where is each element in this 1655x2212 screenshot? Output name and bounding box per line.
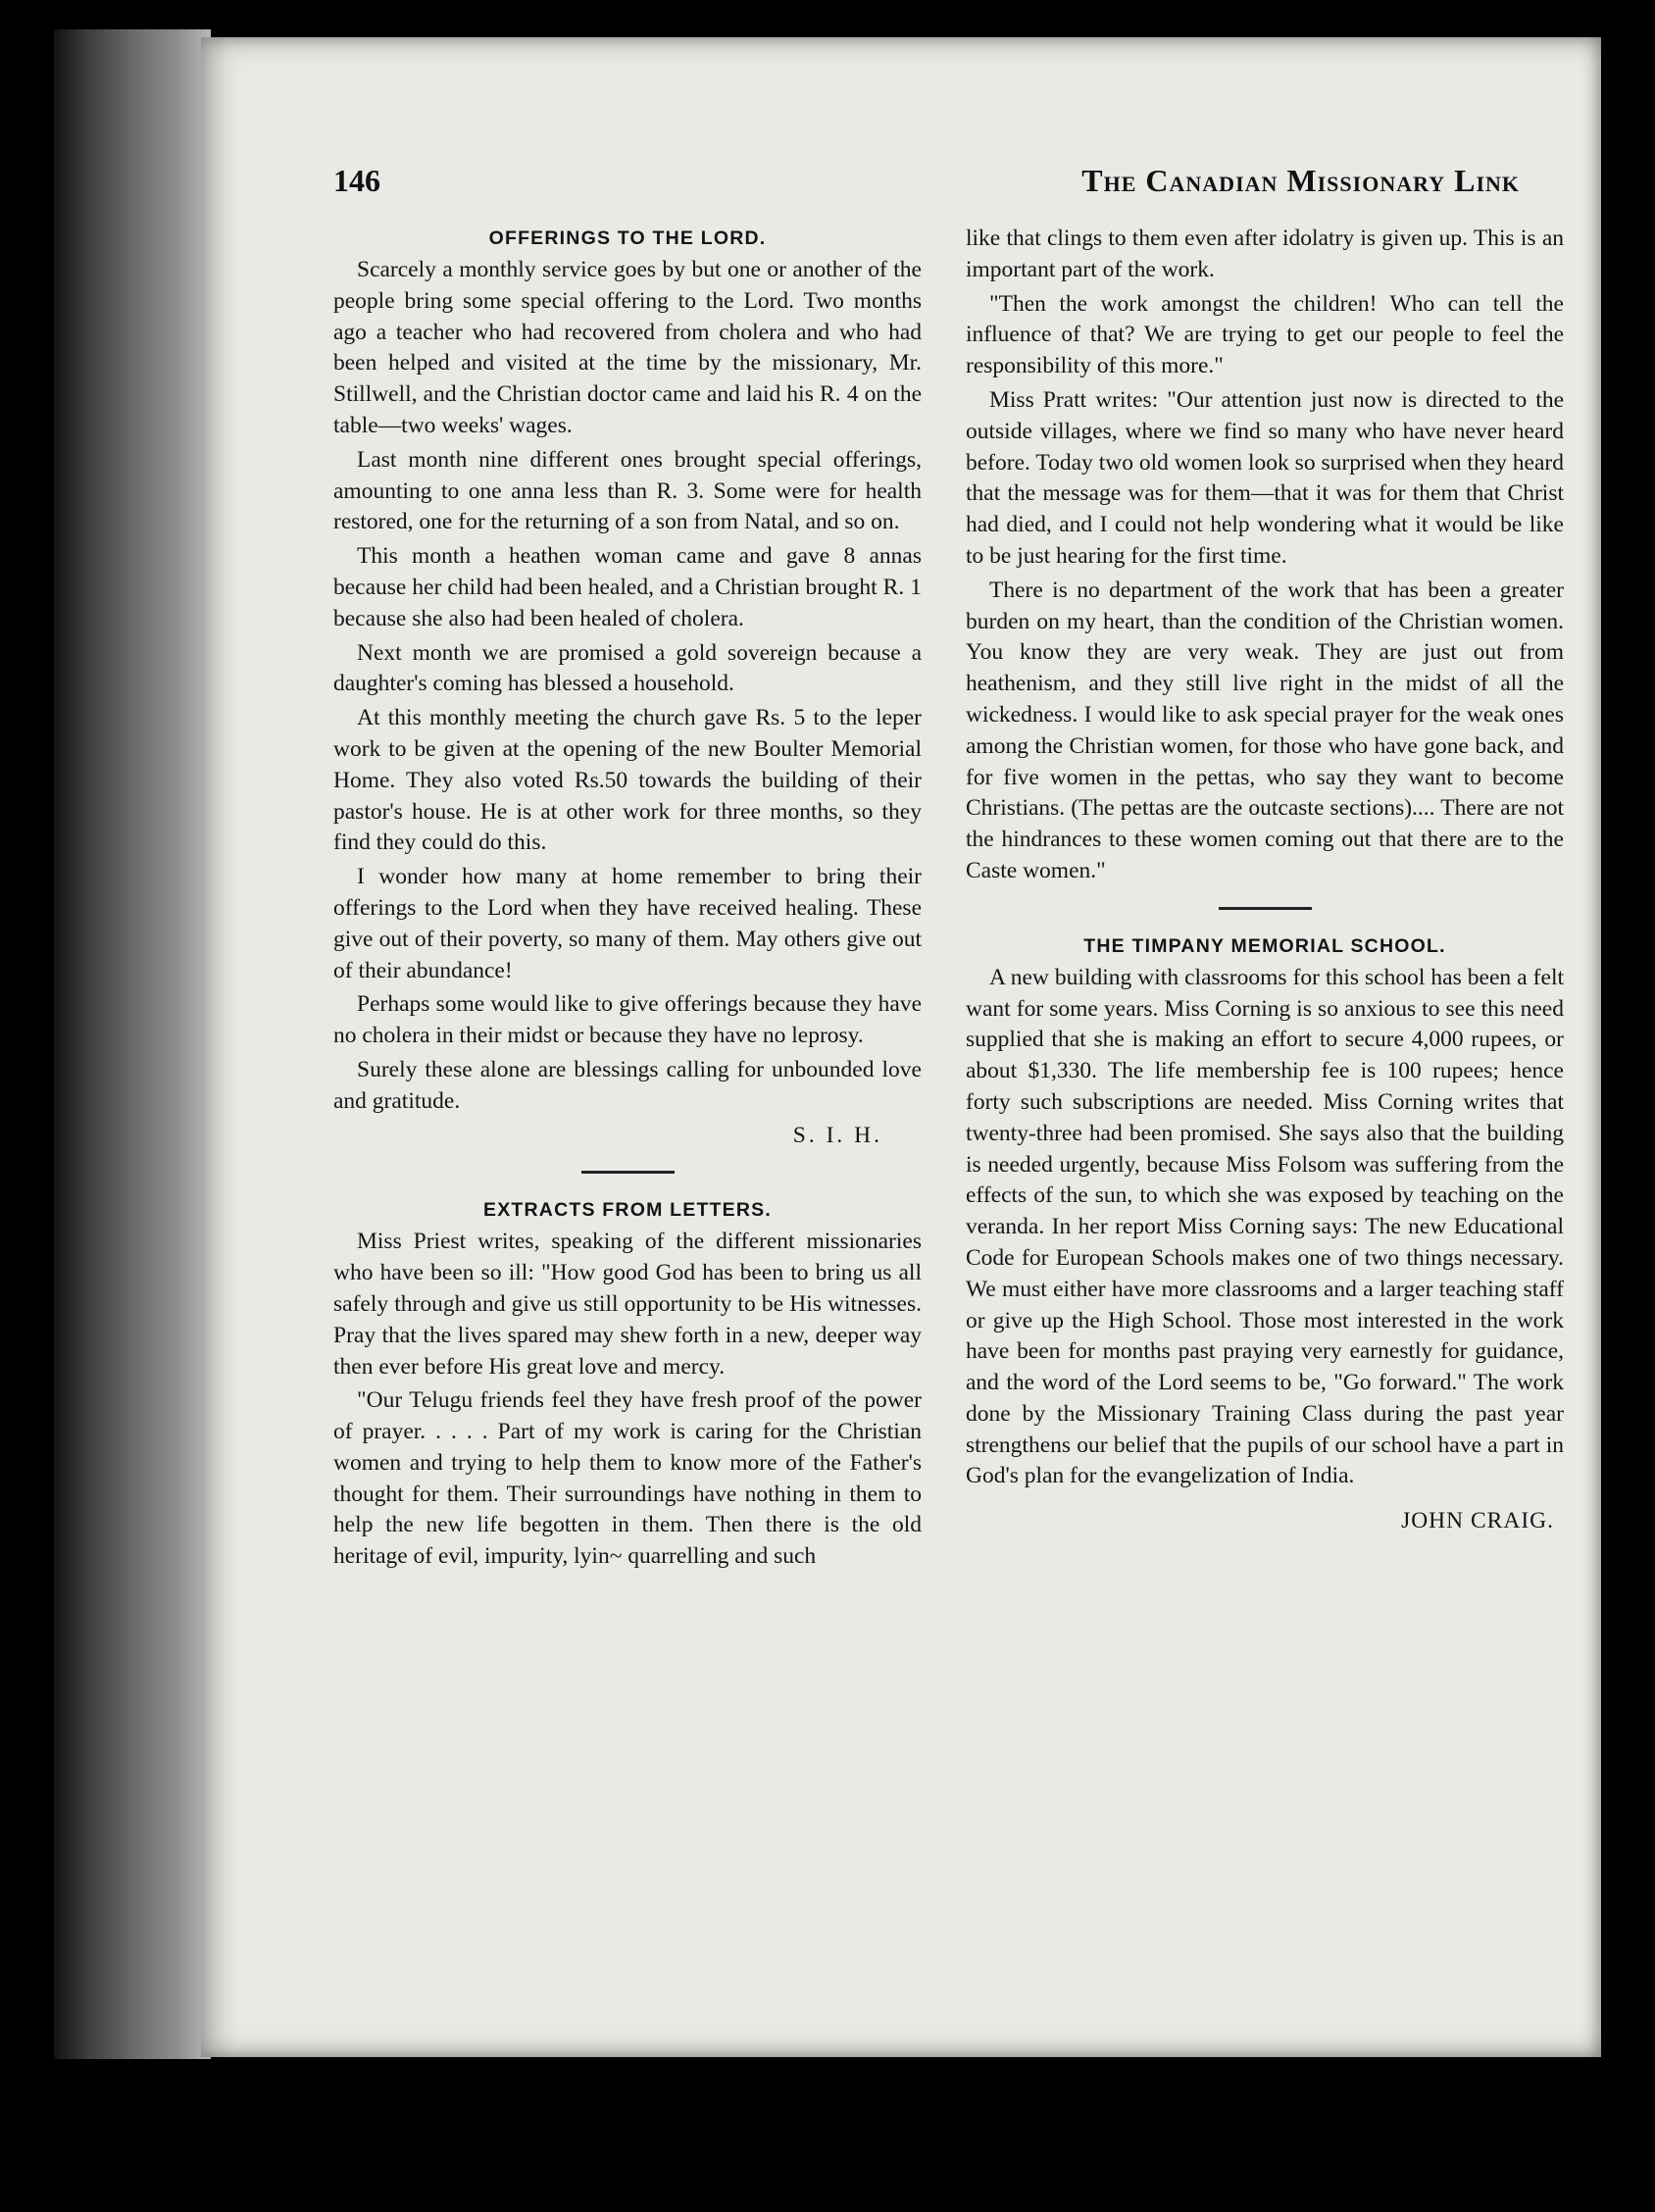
article-extracts	[333, 1195, 922, 1573]
paragraph: Next month we are promised a gold sovereign because a daughter's coming has blessed a household.	[333, 639, 922, 697]
article-signature: S. I. H.	[792, 1122, 882, 1148]
paragraph: At this monthly meeting the church gave Rs. 5 to the leper work to be given at the opening of the new Boulter Memorial Home. They also voted Rs.50 towards the building of their pastor's house. He is at other work for three months, so they find they could do this.	[333, 705, 922, 856]
article-title: THE TIMPANY MEMORIAL SCHOOL.	[1083, 934, 1446, 957]
article-extracts-continued	[966, 224, 1564, 887]
paragraph: "Our Telugu friends feel they have fresh proof of the power of prayer. . . . . Part of my work is caring for the Christian women and trying to help them to know more of the Father's thought for them. Their surroundings have nothing in them to help the new life begotten in them. Then there is the old heritage of evil, impurity, lyin~ quarrelling and such	[333, 1387, 922, 1570]
paragraph: Perhaps some would like to give offerings because they have no cholera in their midst or because they have no leprosy.	[333, 991, 922, 1049]
paragraph: A new building with classrooms for this school has been a felt want for some years. Miss Corning is so anxious to see this need supplied that she is making an effort to secure 4,000 rupees, or about $1,330. The life membership fee is 100 rupees; hence forty such subscriptions are needed. Miss Corning writes that twenty-three had been promised. She says also that the building is needed urgently, because Miss Folsom was suffering from the effects of the sun, to which she was exposed by teaching on the veranda. In her report Miss Corning says: The new Educational Code for European Schools makes one of two things necessary. We must either have more classrooms and a larger teaching staff or give up the High School. Those most interested in the work have been for months past praying very earnestly for guidance, and the word of the Lord seems to be, "Go forward." The work done by the Missionary Training Class during the past year strengthens our belief that the pupils of our school have a part in God's plan for the evangelization of India.	[966, 964, 1564, 1489]
paragraph: like that clings to them even after idolatry is given up. This is an important part of the work.	[966, 226, 1564, 282]
paragraph: There is no department of the work that has been a greater burden on my heart, than the condition of the Christian women. You know they are very weak. They are just out from heathenism, and they still live right in the midst of all the wickedness. I would like to ask special prayer for the weak ones among the Christian women, for those who have gone back, and for five women in the pettas, who say they want to become Christians. (The pettas are the outcaste sections).... There are not the hindrances to these women coming out that there are to the Caste women."	[966, 577, 1564, 883]
section-divider	[581, 1171, 675, 1174]
article-offerings	[333, 224, 922, 1151]
section-divider	[1219, 907, 1312, 910]
right-column	[966, 224, 1564, 1537]
paragraph: Scarcely a monthly service goes by but one or another of the people bring some special offering to the Lord. Two months ago a teacher who had recovered from cholera and who had been helped and visited at the time by the missionary, Mr. Stillwell, and the Christian doctor came and laid his R. 4 on the table—two weeks' wages.	[333, 257, 922, 438]
paragraph: Miss Pratt writes: "Our attention just now is directed to the outside villages, where we find so many who have never heard before. Today two old women look so surprised when they heard that the message was for them—that it was for them that Christ had died, and I could not help wondering what it would be like to be just hearing for the first time.	[966, 386, 1564, 569]
paragraph: This month a heathen woman came and gave 8 annas because her child had been healed, and a Christian brought R. 1 because she also had been healed of cholera.	[333, 543, 922, 631]
article-timpany	[966, 931, 1564, 1537]
paragraph: "Then the work amongst the children! Who can tell the influence of that? We are trying to get our people to feel the responsibility of this more."	[966, 290, 1564, 379]
paragraph: Surely these alone are blessings calling for unbounded love and gratitude.	[333, 1056, 922, 1114]
book-spine	[54, 29, 211, 2059]
page-header	[333, 127, 1520, 196]
article-signature: JOHN CRAIG.	[1401, 1508, 1554, 1534]
article-title: EXTRACTS FROM LETTERS.	[483, 1199, 772, 1222]
page-number: 146	[333, 163, 380, 198]
article-title: OFFERINGS TO THE LORD.	[488, 227, 767, 249]
left-column	[333, 224, 922, 1576]
paragraph: I wonder how many at home remember to bring their offerings to the Lord when they have received healing. These give out of their poverty, so many of them. May others give out of their abundance!	[333, 864, 922, 983]
paragraph: Miss Priest writes, speaking of the different missionaries who have been so ill: "How good God has been to bring us all safely through and give us still opportunity to be His witnesses. Pray that the lives spared may shew forth in a new, deeper way then ever before His great love and mercy.	[333, 1229, 922, 1380]
running-title: The Canadian Missionary Link	[1081, 163, 1520, 198]
paragraph: Last month nine different ones brought special offerings, amounting to one anna less than R. 3. Some were for health restored, one for the returning of a son from Natal, and so on.	[333, 446, 922, 535]
